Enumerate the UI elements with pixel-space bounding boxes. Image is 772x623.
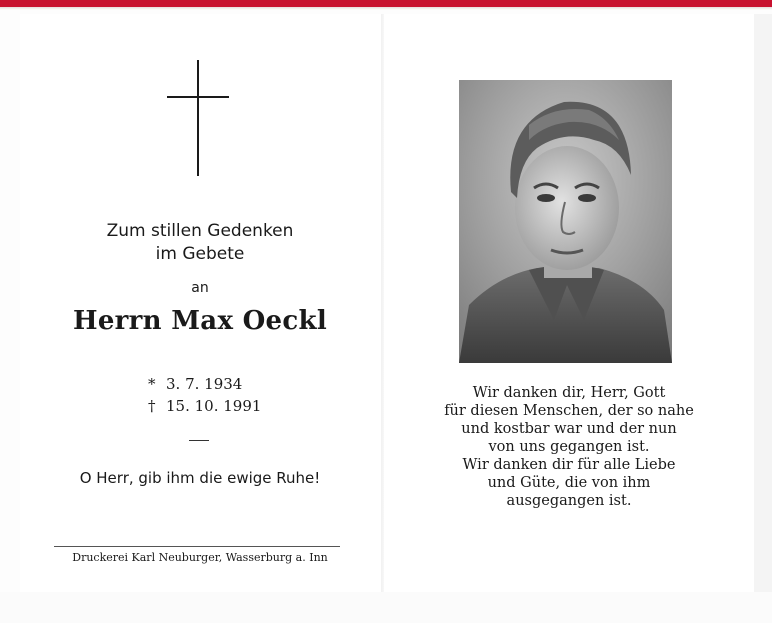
printer-imprint: Druckerei Karl Neuburger, Wasserburg a. Inn: [72, 551, 328, 564]
heading: [20, 220, 380, 266]
an-text: an: [191, 280, 209, 296]
life-dates: [148, 373, 261, 417]
verse-line: Wir danken dir für alle Liebe: [462, 457, 676, 473]
death-symbol: †: [148, 397, 156, 415]
portrait-photo: [459, 80, 672, 363]
death-date: 15. 10. 1991: [166, 397, 262, 415]
birth-date: 3. 7. 1934: [166, 375, 243, 393]
birth-row: [148, 373, 261, 395]
heading-line-1: Zum stillen Gedenken: [106, 221, 294, 241]
verse: [384, 384, 754, 510]
death-row: [148, 395, 261, 417]
verse-line: Wir danken dir, Herr, Gott: [472, 385, 666, 401]
heading-line-2: im Gebete: [155, 244, 245, 264]
prayer-text: O Herr, gib ihm die ewige Ruhe!: [79, 469, 321, 487]
verse-line: von uns gegangen ist.: [488, 439, 650, 455]
verse-line: und kostbar war und der nun: [461, 421, 677, 437]
deceased-name: Herrn Max Oeckl: [72, 306, 328, 336]
verse-line: und Güte, die von ihm: [487, 475, 651, 491]
birth-symbol: *: [148, 375, 156, 393]
printer-rule: [54, 546, 340, 547]
divider: [189, 440, 209, 441]
verse-line: für diesen Menschen, der so nahe: [444, 403, 694, 419]
verse-line: ausgegangen ist.: [506, 493, 632, 509]
